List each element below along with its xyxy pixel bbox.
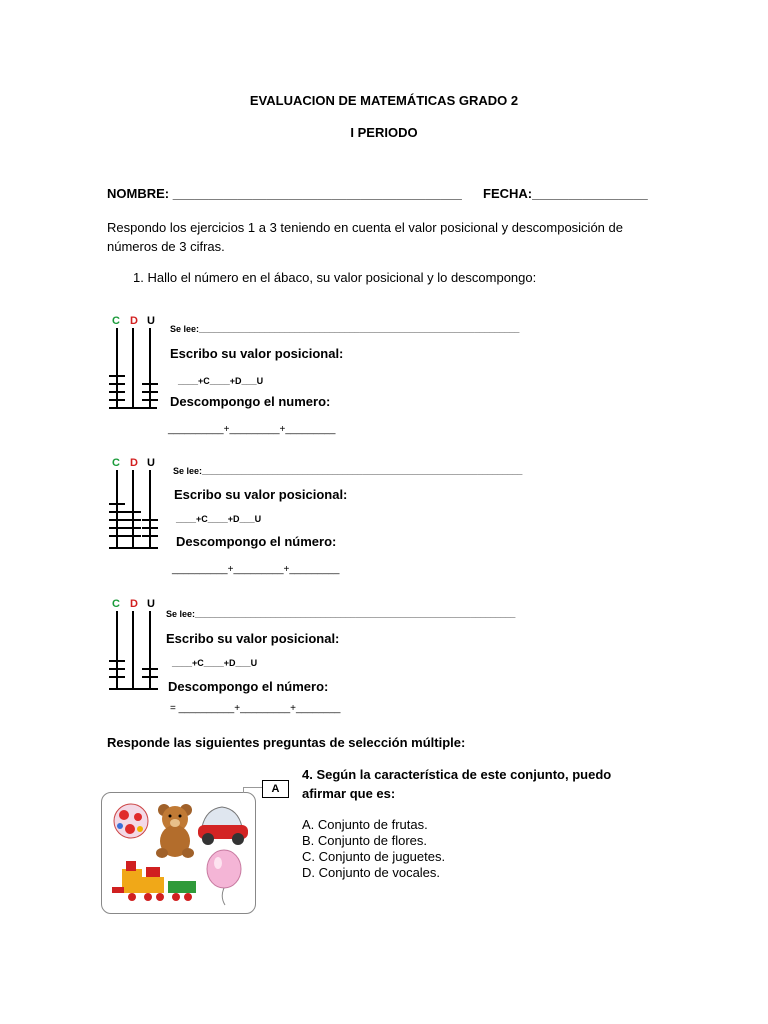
teddy-bear-icon	[156, 804, 194, 858]
instructions-line-1: Respondo los ejercicios 1 a 3 teniendo en cuenta el valor posicional y descomposición de	[107, 220, 623, 235]
period-title: I PERIODO	[350, 125, 418, 140]
column-label-d: D	[130, 315, 138, 327]
item-1-instruction: 1. Hallo el número en el ábaco, su valor posicional y lo descompongo:	[133, 270, 537, 285]
option-c[interactable]: C. Conjunto de juguetes.	[302, 849, 446, 864]
question-4-line-1: 4. Según la característica de este conjunto, puedo	[302, 767, 612, 782]
abacus-3	[105, 611, 165, 693]
descompongo-line[interactable]: __________+_________+_________	[168, 424, 336, 435]
valor-posicional-line[interactable]: ____+C____+D___U	[178, 376, 264, 386]
column-label-c: C	[112, 315, 120, 327]
option-b[interactable]: B. Conjunto de flores.	[302, 833, 428, 848]
option-a[interactable]: A. Conjunto de frutas.	[302, 817, 428, 832]
se-lee-line[interactable]: Se lee:________________________________________________________________	[173, 466, 523, 476]
ball-icon	[114, 804, 148, 838]
column-label-u: U	[147, 598, 155, 610]
balloon-icon	[207, 850, 241, 905]
set-label-box: A	[262, 780, 289, 798]
name-field[interactable]: NOMBRE: ________________________________________	[107, 186, 462, 201]
car-icon	[198, 807, 248, 845]
option-d[interactable]: D. Conjunto de vocales.	[302, 865, 441, 880]
callout-line-vertical	[243, 787, 244, 793]
column-label-c: C	[112, 457, 120, 469]
date-field[interactable]: FECHA:________________	[483, 186, 648, 201]
question-4-line-2: afirmar que es:	[302, 786, 396, 801]
abacus-2	[105, 470, 165, 552]
descompongo-title: Descompongo el número:	[168, 679, 329, 694]
valor-posicional-line[interactable]: ____+C____+D___U	[172, 658, 258, 668]
descompongo-line[interactable]: __________+_________+_________	[172, 564, 340, 575]
train-icon	[112, 861, 196, 901]
multiple-choice-heading: Responde las siguientes preguntas de selección múltiple:	[107, 735, 466, 750]
instructions-line-2: números de 3 cifras.	[107, 239, 225, 254]
column-label-u: U	[147, 457, 155, 469]
abacus-1	[105, 328, 165, 410]
column-label-u: U	[147, 315, 155, 327]
column-label-d: D	[130, 457, 138, 469]
column-label-c: C	[112, 598, 120, 610]
page-title: EVALUACION DE MATEMÁTICAS GRADO 2	[249, 93, 519, 108]
descompongo-title: Descompongo el número:	[176, 534, 337, 549]
valor-posicional-title: Escribo su valor posicional:	[170, 346, 344, 361]
callout-line-horizontal	[243, 787, 263, 788]
se-lee-line[interactable]: Se lee:________________________________________________________________	[170, 324, 520, 334]
valor-posicional-title: Escribo su valor posicional:	[174, 487, 348, 502]
valor-posicional-line[interactable]: ____+C____+D___U	[176, 514, 262, 524]
toys-illustration	[102, 793, 255, 913]
valor-posicional-title: Escribo su valor posicional:	[166, 631, 340, 646]
descompongo-title: Descompongo el numero:	[170, 394, 331, 409]
toy-set-image	[101, 792, 256, 914]
descompongo-line[interactable]: = __________+_________+________	[170, 703, 341, 714]
column-label-d: D	[130, 598, 138, 610]
se-lee-line[interactable]: Se lee:________________________________________________________________	[166, 609, 516, 619]
